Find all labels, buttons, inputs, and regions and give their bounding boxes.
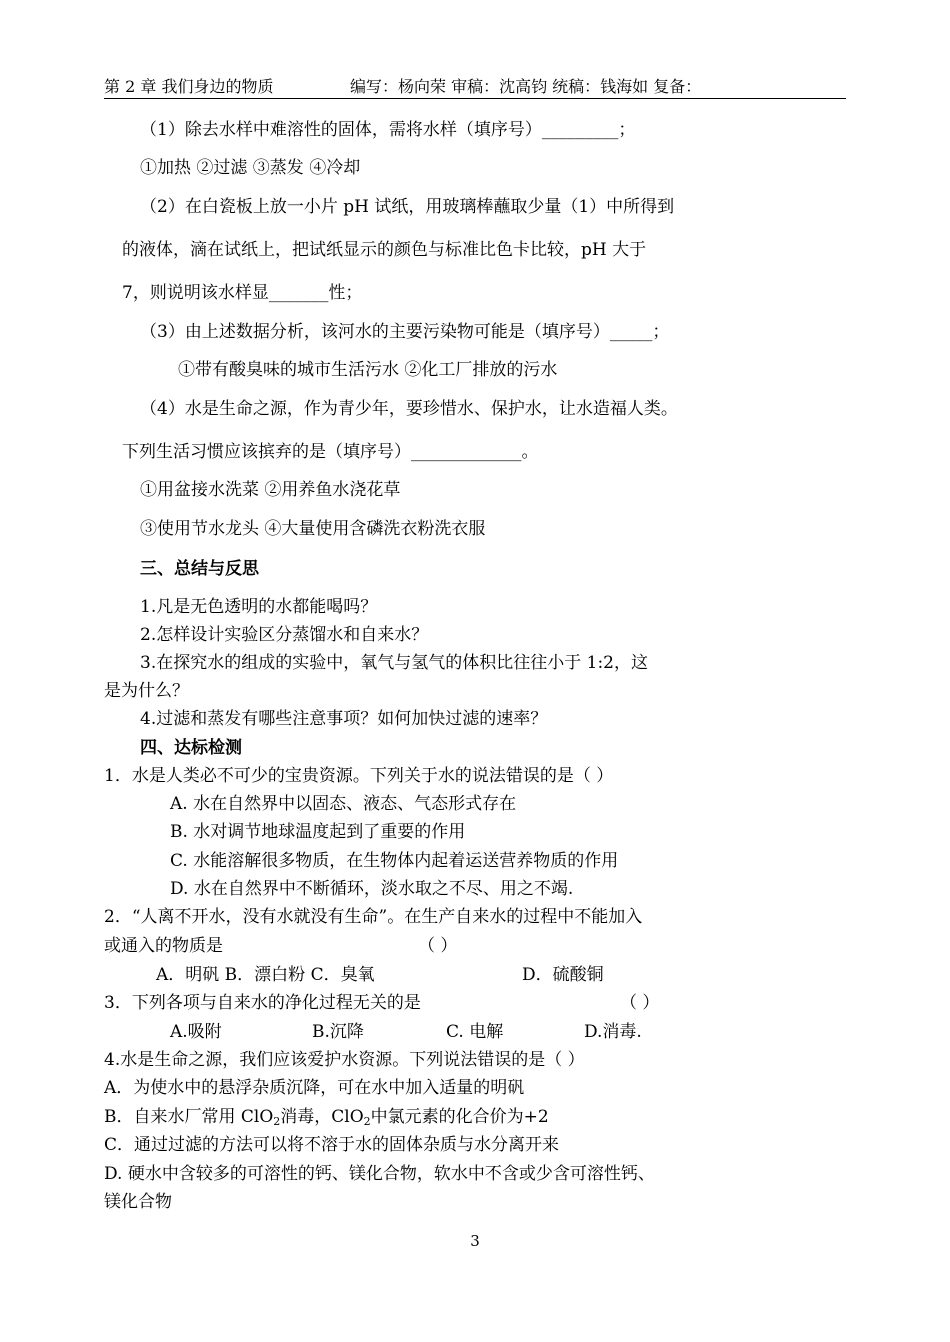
section4-q1: 1．水是人类必不可少的宝贵资源。下列关于水的说法错误的是（ ） xyxy=(104,766,614,786)
section4-q4-option-b xyxy=(104,1106,549,1133)
section3-item1: 1.凡是无色透明的水都能喝吗？ xyxy=(140,597,378,617)
part1-q4-line2: 下列生活习惯应该摈弃的是（填序号）_____________。 xyxy=(122,442,539,462)
section4-title: 四、达标检测 xyxy=(140,738,242,758)
part1-q1: （1）除去水样中难溶性的固体，需将水样（填序号）_________； xyxy=(140,120,636,140)
part1-q1-options: ①加热 ②过滤 ③蒸发 ④冷却 xyxy=(140,158,361,178)
q4-b-text3: 中氯元素的化合价为+2 xyxy=(370,1107,549,1127)
page-header xyxy=(104,76,846,99)
q4-b-text1: B．自来水厂常用 ClO xyxy=(104,1107,274,1127)
section4-q2-line1: 2．“人离不开水，没有水就没有生命”。在生产自来水的过程中不能加入 xyxy=(104,907,643,927)
q4-b-text2: 消毒，ClO xyxy=(280,1107,364,1127)
page-number: 3 xyxy=(470,1232,480,1250)
section4-q3: 3．下列各项与自来水的净化过程无关的是 xyxy=(104,993,421,1013)
section3-item3-line2: 是为什么？ xyxy=(104,681,189,701)
part1-q3: （3）由上述数据分析，该河水的主要污染物可能是（填序号）_____； xyxy=(140,322,670,342)
q4-b-sub2: 2 xyxy=(363,1115,371,1128)
q4-b-sub1: 2 xyxy=(273,1115,281,1128)
part1-q4-line1: （4）水是生命之源，作为青少年，要珍惜水、保护水，让水造福人类。 xyxy=(140,399,678,419)
part1-q4-options2: ③使用节水龙头 ④大量使用含磷洗衣粉洗衣服 xyxy=(140,519,486,539)
section4-q3-option-d: D.消毒. xyxy=(584,1022,642,1042)
section4-q4-option-c: C．通过过滤的方法可以将不溶于水的固体杂质与水分离开来 xyxy=(104,1135,560,1155)
section4-q4: 4.水是生命之源，我们应该爱护水资源。下列说法错误的是（ ） xyxy=(104,1050,585,1070)
section4-q1-option-d: D. 水在自然界中不断循环，淡水取之不尽、用之不竭. xyxy=(170,879,574,899)
section4-q1-option-c: C. 水能溶解很多物质，在生物体内起着运送营养物质的作用 xyxy=(170,851,619,871)
part1-q2-line1: （2）在白瓷板上放一小片 pH 试纸，用玻璃棒蘸取少量（1）中所得到 xyxy=(140,197,675,217)
section4-q1-option-a: A. 水在自然界中以固态、液态、气态形式存在 xyxy=(170,794,517,814)
section4-q3-option-c: C. 电解 xyxy=(446,1022,504,1042)
part1-q4-options1: ①用盆接水洗菜 ②用养鱼水浇花草 xyxy=(140,480,401,500)
section4-q4-option-a: A．为使水中的悬浮杂质沉降，可在水中加入适量的明矾 xyxy=(104,1078,525,1098)
section3-item2: 2.怎样设计实验区分蒸馏水和自来水？ xyxy=(140,625,429,645)
section3-item4: 4.过滤和蒸发有哪些注意事项？如何加快过滤的速率？ xyxy=(140,709,548,729)
section4-q3-option-a: A.吸附 xyxy=(170,1022,222,1042)
section4-q4-option-d-line2: 镁化合物 xyxy=(104,1192,172,1212)
section4-q2-option-d: D．硫酸铜 xyxy=(522,965,604,985)
section4-q3-answer-paren: （ ） xyxy=(620,993,660,1013)
section4-q1-option-b: B. 水对调节地球温度起到了重要的作用 xyxy=(170,822,466,842)
section4-q2-options: A．明矾 B．漂白粉 C．臭氧 xyxy=(156,965,375,985)
part1-q2-line2: 的液体，滴在试纸上，把试纸显示的颜色与标准比色卡比较，pH 大于 xyxy=(122,240,647,260)
section3-title: 三、总结与反思 xyxy=(140,559,259,579)
section3-item3-line1: 3.在探究水的组成的实验中，氧气与氢气的体积比往往小于 1:2，这 xyxy=(140,653,648,673)
part1-q2-line3: 7，则说明该水样显_______性； xyxy=(122,283,363,303)
section4-q3-option-b: B.沉降 xyxy=(312,1022,364,1042)
section4-q4-option-d-line1: D. 硬水中含较多的可溶性的钙、镁化合物，软水中不含或少含可溶性钙、 xyxy=(104,1164,655,1184)
section4-q2-answer-paren: （ ） xyxy=(418,936,458,956)
part1-q3-options: ①带有酸臭味的城市生活污水 ②化工厂排放的污水 xyxy=(178,360,558,380)
section4-q2-line2: 或通入的物质是 xyxy=(104,936,223,956)
header-credits: 编写：杨向荣 审稿：沈高钧 统稿：钱海如 复备： xyxy=(350,77,702,96)
header-chapter: 第 2 章 我们身边的物质 xyxy=(104,77,274,96)
